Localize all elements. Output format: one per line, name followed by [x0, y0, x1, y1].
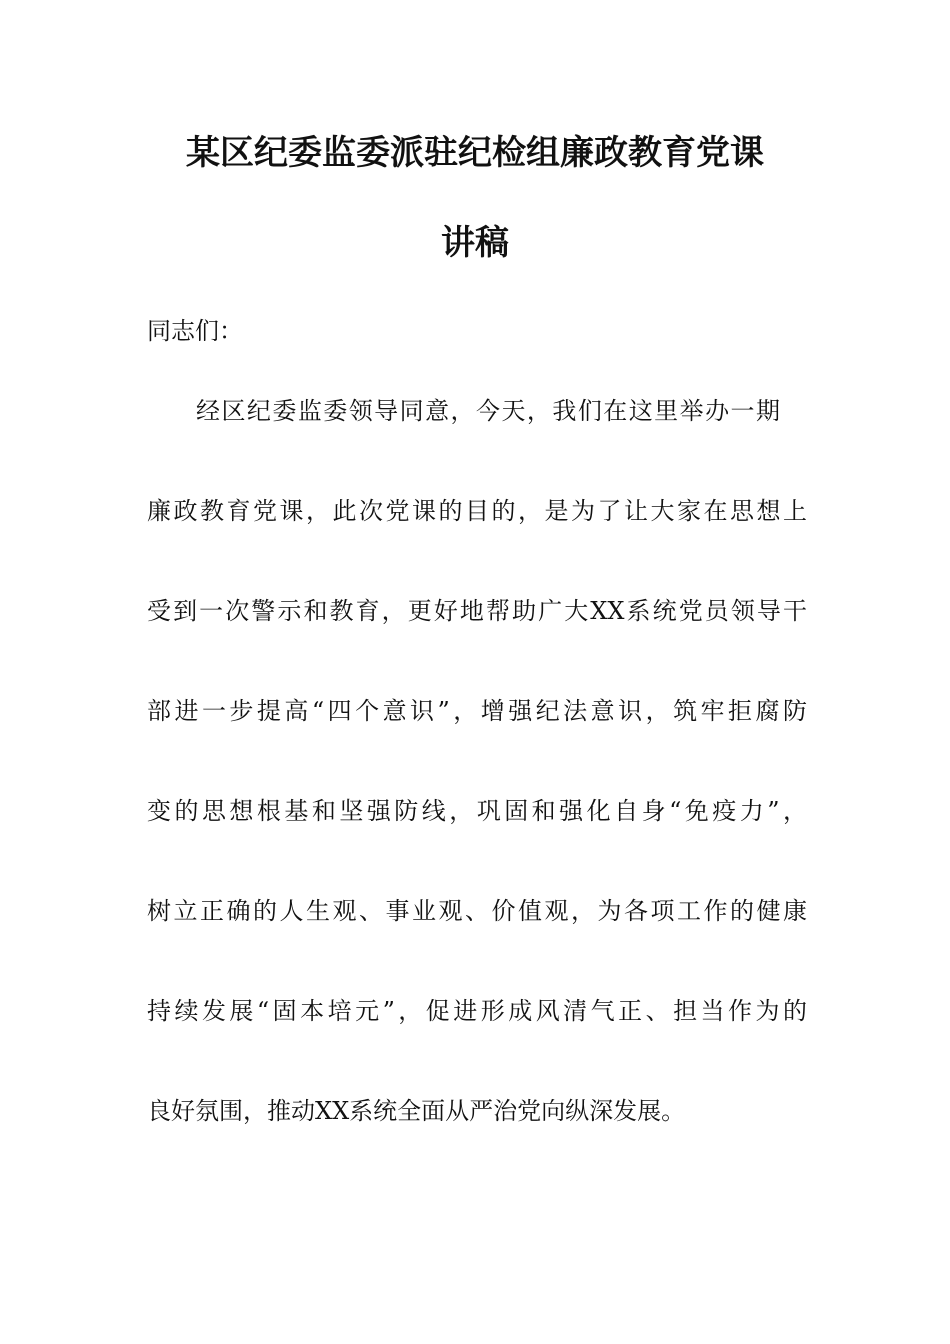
- paragraph-line-1: 经区纪委监委领导同意，今天，我们在这里举办一期: [196, 397, 780, 425]
- paragraph-line-7: 持续发展“固本培元”，促进形成风清气正、担当作为的: [147, 997, 807, 1025]
- salutation: 同志们：: [147, 317, 243, 345]
- document-title-line-2: 讲稿: [441, 223, 509, 263]
- paragraph-line-3: 受到一次警示和教育，更好地帮助广大XX系统党员领导干: [147, 597, 807, 625]
- paragraph-line-2: 廉政教育党课，此次党课的目的，是为了让大家在思想上: [147, 497, 807, 525]
- paragraph-line-6: 树立正确的人生观、事业观、价值观，为各项工作的健康: [147, 897, 807, 925]
- paragraph-line-5: 变的思想根基和坚强防线，巩固和强化自身“免疫力”，: [147, 797, 807, 825]
- paragraph-line-8: 良好氛围，推动XX系统全面从严治党向纵深发展。: [147, 1097, 686, 1125]
- document-title-line-1: 某区纪委监委派驻纪检组廉政教育党课: [186, 133, 764, 173]
- paragraph-line-4: 部进一步提高“四个意识”，增强纪法意识，筑牢拒腐防: [147, 697, 807, 725]
